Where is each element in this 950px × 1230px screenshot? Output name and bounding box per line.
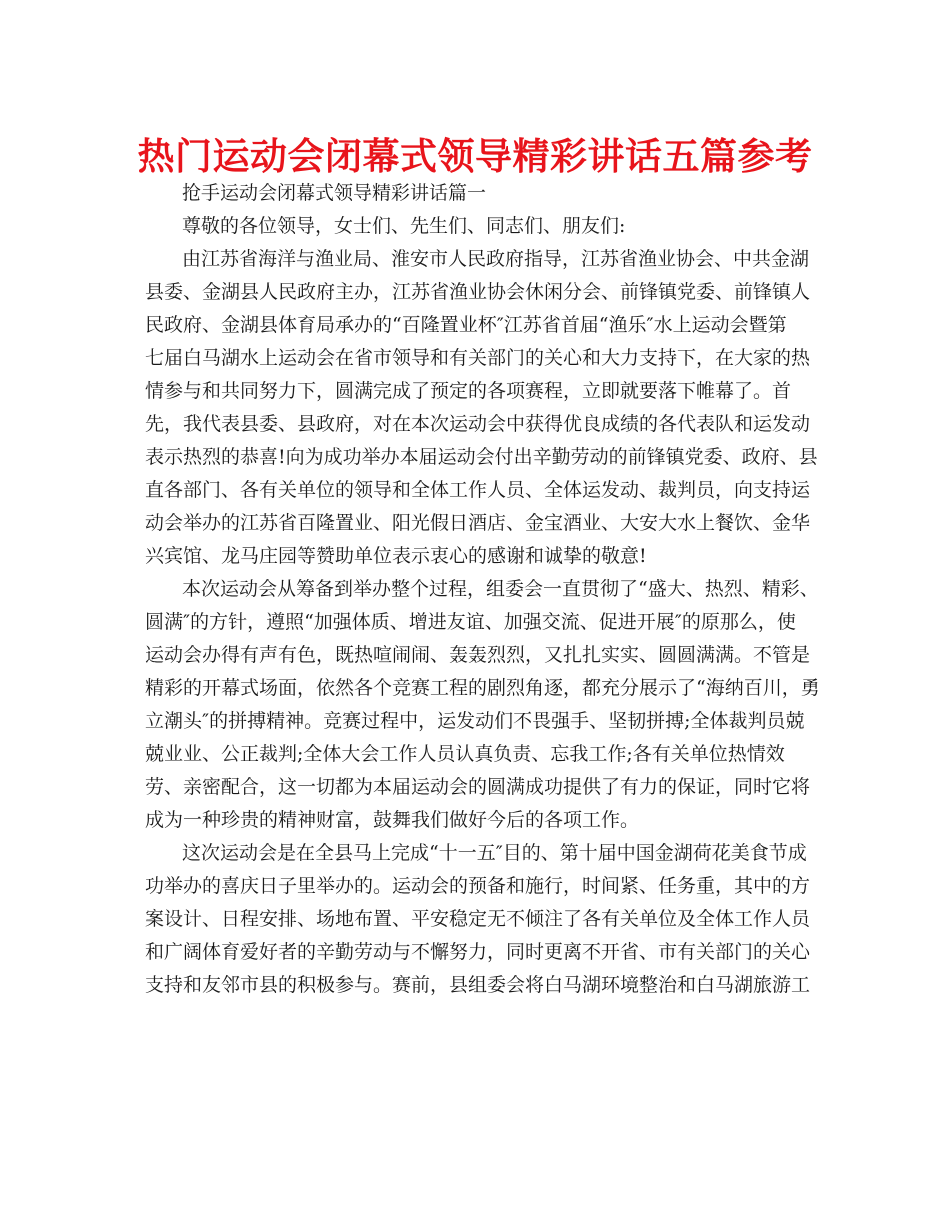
text-line: 劳、亲密配合，这一切都为本届运动会的圆满成功提供了有力的保证，同时它将 (145, 776, 811, 798)
text-line: 兢业业、公正裁判;全体大会工作人员认真负责、忘我工作;各有关单位热情效 (145, 743, 785, 765)
text-line: 本次运动会从筹备到举办整个过程，组委会一直贯彻了“盛大、热烈、精彩、 (182, 578, 819, 600)
text-line: 民政府、金湖县体育局承办的“百隆置业杯″江苏省首届“渔乐″水上运动会暨第 (145, 314, 787, 336)
text-line: 案设计、日程安排、场地布置、平安稳定无不倾注了各有关单位及全体工作人员 (145, 908, 811, 930)
paragraph-1 (145, 243, 818, 573)
text-line: 七届白马湖水上运动会在省市领导和有关部门的关心和大力支持下，在大家的热 (145, 347, 811, 369)
text-line: 动会举办的江苏省百隆置业、阳光假日酒店、金宝酒业、大安大水上餐饮、金华 (145, 512, 811, 534)
text-line: 尊敬的各位领导，女士们、先生们、同志们、朋友们: (182, 215, 626, 237)
text-line: 兴宾馆、龙马庄园等赞助单位表示衷心的感谢和诚挚的敬意! (145, 545, 647, 567)
paragraph-3 (145, 837, 811, 1002)
text-line: 成为一种珍贵的精神财富，鼓舞我们做好今后的各项工作。 (145, 809, 640, 831)
text-line: 表示热烈的恭喜!向为成功举办本届运动会付出辛勤劳动的前锋镇党委、政府、县 (145, 446, 818, 468)
text-line: 抢手运动会闭幕式领导精彩讲话篇一 (182, 182, 487, 204)
text-line: 情参与和共同努力下，圆满完成了预定的各项赛程，立即就要落下帷幕了。首 (145, 380, 792, 402)
text-line: 运动会办得有声有色，既热喧闹闹、轰轰烈烈，又扎扎实实、圆圆满满。不管是 (145, 644, 811, 666)
text-line: 这次运动会是在全县马上完成“十一五″目的、第十届中国金湖荷花美食节成 (182, 842, 807, 864)
text-line: 先，我代表县委、县政府，对在本次运动会中获得优良成绩的各代表队和运发动 (145, 413, 811, 435)
document-body (145, 177, 820, 1002)
text-line: 和广阔体育爱好者的辛勤劳动与不懈努力，同时更离不开省、市有关部门的关心 (145, 941, 811, 963)
text-line: 直各部门、各有关单位的领导和全体工作人员、全体运发动、裁判员，向支持运 (145, 479, 811, 501)
text-line: 县委、金湖县人民政府主办，江苏省渔业协会休闲分会、前锋镇党委、前锋镇人 (145, 281, 811, 303)
text-line: 功举办的喜庆日子里举办的。运动会的预备和施行，时间紧、任务重，其中的方 (145, 875, 811, 897)
greeting-line (145, 210, 805, 243)
paragraph-2 (145, 573, 820, 837)
text-line: 立潮头″的拼搏精神。竞赛过程中，运发动们不畏强手、坚韧拼搏;全体裁判员兢 (145, 710, 805, 732)
text-line: 支持和友邻市县的积极参与。赛前，县组委会将白马湖环境整治和白马湖旅游工 (145, 974, 811, 996)
document-title: 热门运动会闭幕式领导精彩讲话五篇参考 (137, 135, 813, 178)
section-heading (145, 177, 805, 210)
text-line: 由江苏省海洋与渔业局、淮安市人民政府指导，江苏省渔业协会、中共金湖 (182, 248, 810, 270)
text-line: 圆满″的方针，遵照“加强体质、增进友谊、加强交流、促进开展″的原那么，使 (145, 611, 796, 633)
text-line: 精彩的开幕式场面，依然各个竞赛工程的剧烈角逐，都充分展示了“海纳百川，勇 (145, 677, 820, 699)
